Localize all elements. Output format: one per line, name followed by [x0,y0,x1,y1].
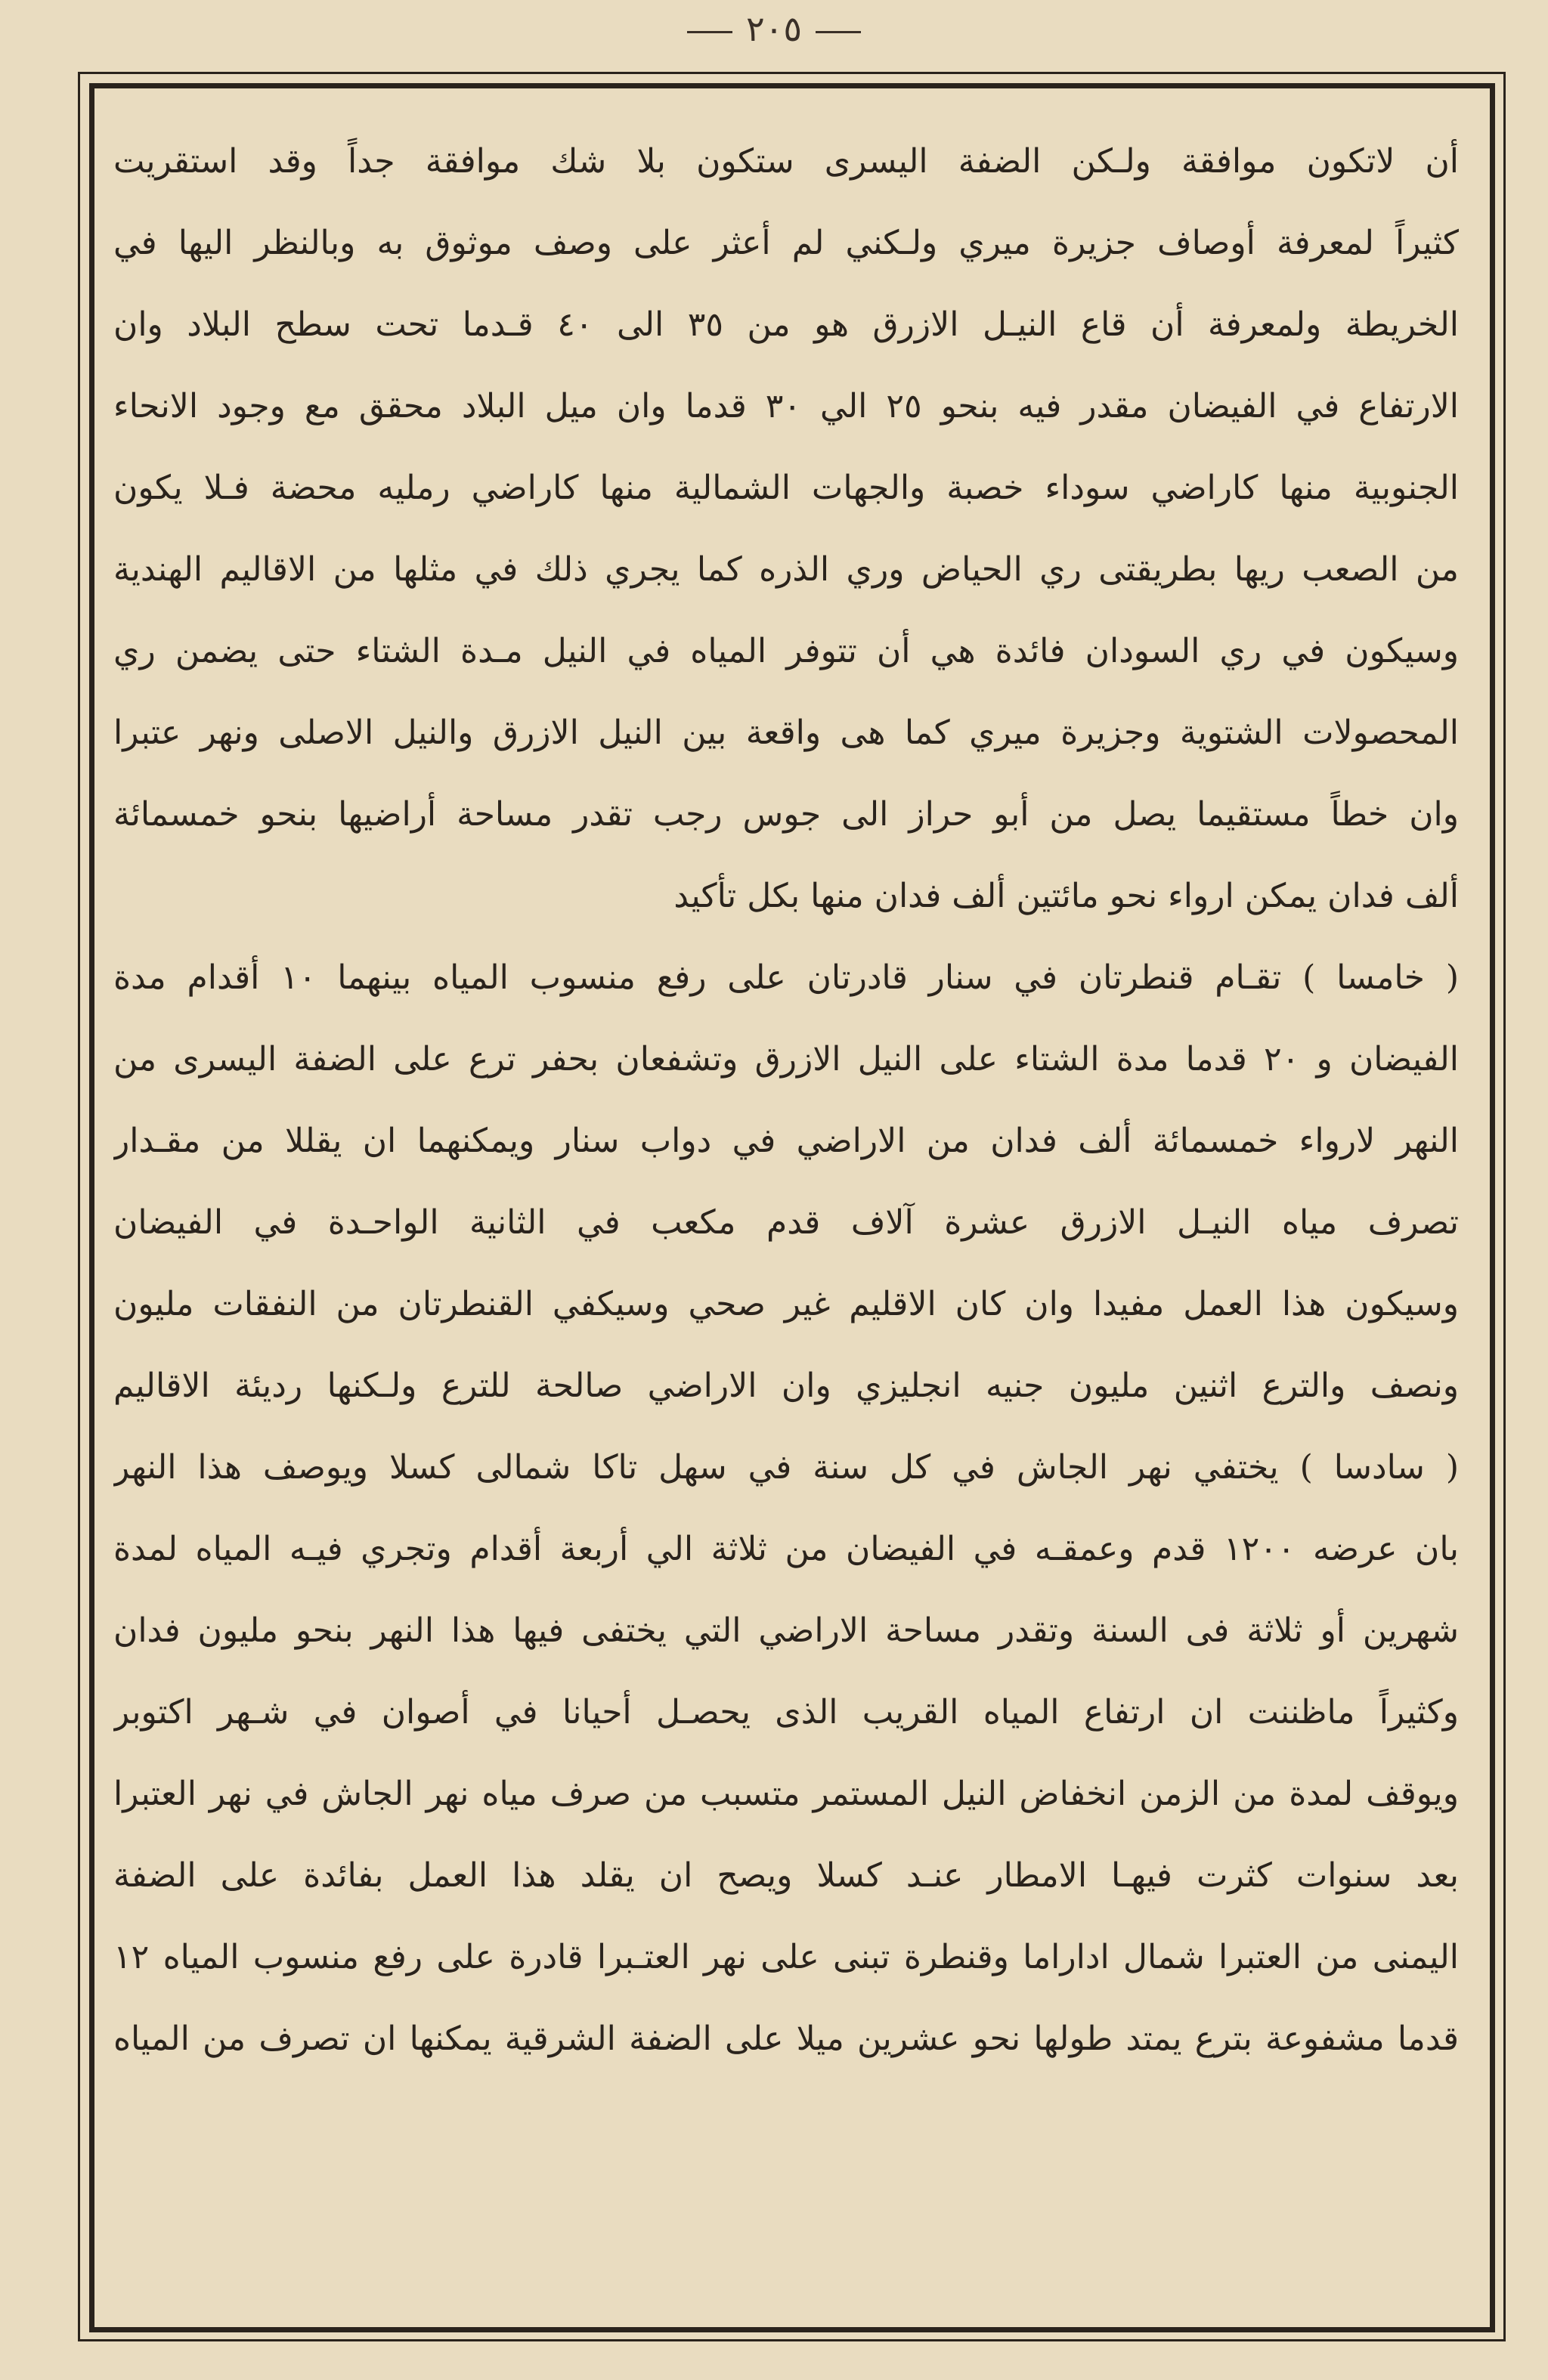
page-number [0,6,1548,51]
text-line: ونصف والترع اثنين مليون جنيه انجليزي وان الاراضي صالحة للترع ولـكنها رديئة الاقاليم [113,1366,1459,1405]
text-line: الجنوبية منها كاراضي سوداء خصبة والجهات الشمالية منها كاراضي رمليه محضة فـلا يكون [113,469,1459,507]
text-line: كثيراً لمعرفة أوصاف جزيرة ميري ولـكني لم أعثر على وصف موثوق به وبالنظر اليها في [113,224,1459,262]
text-line: أن لاتكون موافقة ولـكن الضفة اليسرى ستكون بلا شك موافقة جداً وقد استقريت [113,142,1459,181]
page-number-text: ٢٠٥ [745,8,803,49]
text-line: وسيكون في ري السودان فائدة هي أن تتوفر المياه في النيل مـدة الشتاء حتى يضمن ري [113,632,1459,670]
text-line: اليمنى من العتبرا شمال اداراما وقنطرة تبنى على نهر العتـبرا قادرة على رفع منسوب المياه ١٢ [113,1938,1459,1976]
text-line: ويوقف لمدة من الزمن انخفاض النيل المستمر متسبب من صرف مياه نهر الجاش في نهر العتبرا [113,1775,1459,1813]
text-line: الخريطة ولمعرفة أن قاع النيـل الازرق هو من ٣٥ الى ٤٠ قـدما تحت سطح البلاد وان [113,305,1459,344]
text-line: الارتفاع في الفيضان مقدر فيه بنحو ٢٥ الي ٣٠ قدما وان ميل البلاد محقق مع وجود الانحاء [113,387,1459,426]
text-line: بان عرضه ١٢٠٠ قدم وعمقـه في الفيضان من ثلاثة الي أربعة أقدام وتجري فيـه المياه لمدة [113,1530,1459,1568]
page-number-dash-left [687,31,732,33]
text-line: وان خطاً مستقيما يصل من أبو حراز الى جوس رجب تقدر مساحة أراضيها بنحو خمسمائة [113,795,1459,834]
text-line: وسيكون هذا العمل مفيدا وان كان الاقليم غير صحي وسيكفي القنطرتان من النفقات مليون [113,1285,1459,1323]
body-text [113,121,1459,2080]
page-number-dash-right [816,31,861,33]
text-line: وكثيراً ماظننت ان ارتفاع المياه القريب الذى يحصـل أحيانا في أصوان في شـهر اكتوبر [113,1693,1459,1732]
text-line: النهر لارواء خمسمائة ألف فدان من الاراضي في دواب سنار ويمكنهما ان يقللا من مقـدار [113,1122,1459,1160]
text-line: المحصولات الشتوية وجزيرة ميري كما هى واقعة بين النيل الازرق والنيل الاصلى ونهر عتبرا [113,713,1459,752]
text-line: تصرف مياه النيـل الازرق عشرة آلاف قدم مكعب في الثانية الواحـدة في الفيضان [113,1203,1459,1242]
text-line: ( خامسا ) تقـام قنطرتان في سنار قادرتان على رفع منسوب المياه بينهما ١٠ أقدام مدة [113,958,1459,997]
text-line: بعد سنوات كثرت فيهـا الامطار عنـد كسلا ويصح ان يقلد هذا العمل بفائدة على الضفة [113,1856,1459,1895]
text-line-paragraph-end: ألف فدان يمكن ارواء نحو مائتين ألف فدان منها بكل تأكيد [673,877,1459,915]
text-line: قدما مشفوعة بترع يمتد طولها نحو عشرين ميلا على الضفة الشرقية يمكنها ان تصرف من المياه [113,2019,1459,2058]
text-line: من الصعب ريها بطريقتى ري الحياض وري الذره كما يجري ذلك في مثلها من الاقاليم الهندية [113,550,1459,589]
text-line: ( سادسا ) يختفي نهر الجاش في كل سنة في سهل تاكا شمالى كسلا ويوصف هذا النهر [113,1448,1459,1487]
text-line: شهرين أو ثلاثة فى السنة وتقدر مساحة الاراضي التي يختفى فيها هذا النهر بنحو مليون فدان [113,1611,1459,1650]
text-line: الفيضان و ٢٠ قدما مدة الشتاء على النيل الازرق وتشفعان بحفر ترع على الضفة اليسرى من [113,1040,1459,1079]
